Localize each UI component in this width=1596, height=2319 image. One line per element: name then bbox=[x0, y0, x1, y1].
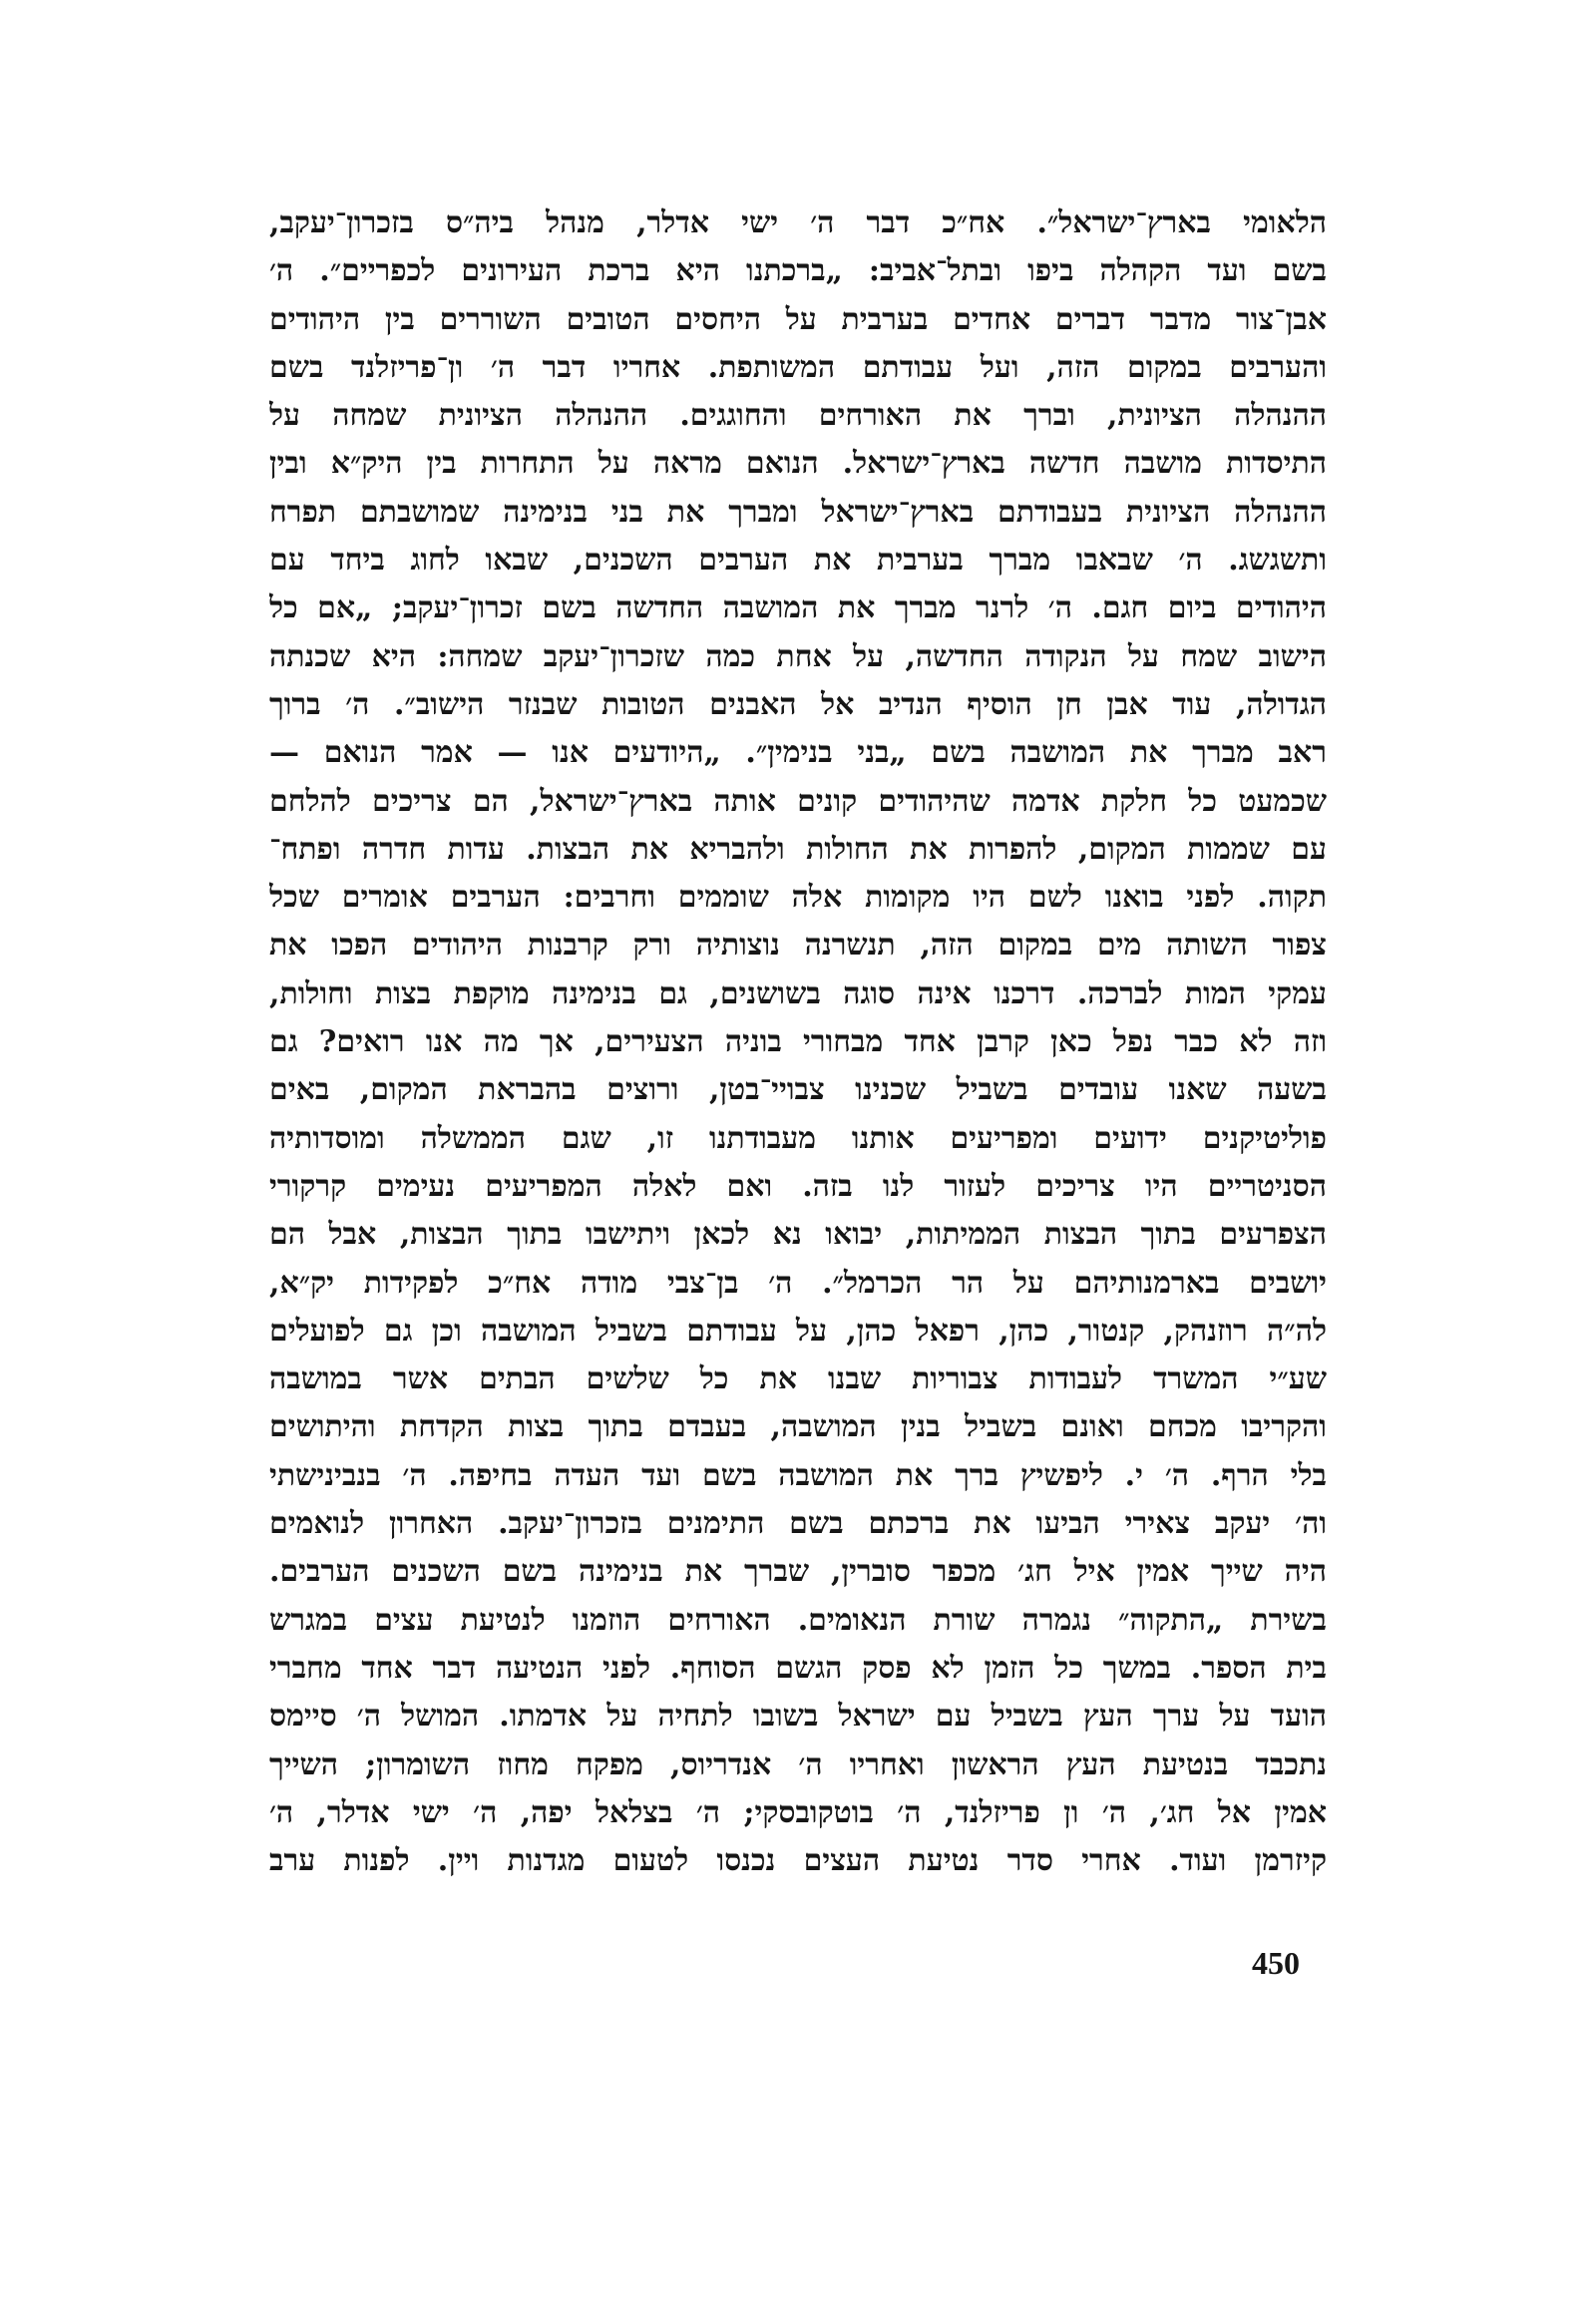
text-line: הסניטריים היו צריכים לעזור לנו בזה. ואם לאלה המפריעים נעימים קרקורי bbox=[269, 1168, 1327, 1204]
text-line: וה׳ יעקב צאירי הביעו את ברכתם בשם התימנים בזכרון־יעקב. האחרון לנואמים bbox=[269, 1506, 1327, 1542]
text-line: נתכבד בנטיעת העץ הראשון ואחריו ה׳ אנדריוס, מפקח מחוז השומרון; השייך bbox=[269, 1746, 1327, 1782]
text-line: הגדולה, עוד אבן חן הוסיף הנדיב אל האבנים הטובות שבנזר הישוב״. ה׳ ברוך bbox=[269, 686, 1327, 722]
text-line: פוליטיקנים ידועים ומפריעים אותנו מעבודתנו זו, שגם הממשלה ומוסדותיה bbox=[269, 1120, 1327, 1156]
text-line: בית הספר. במשך כל הזמן לא פסק הגשם הסוחף. לפני הנטיעה דבר אחד מחברי bbox=[269, 1650, 1327, 1686]
text-line: התיסדות מושבה חדשה בארץ־ישראל. הנואם מראה על התחרות בין היק״א ובין bbox=[269, 446, 1327, 482]
text-line: בשעה שאנו עובדים בשביל שכנינו צבויי־בטן, ורוצים בהבראת המקום, באים bbox=[269, 1072, 1327, 1108]
text-line: ראב מברך את המושבה בשם „בני בנימין״. „היודעים אנו — אמר הנואם — bbox=[269, 735, 1327, 771]
text-line: שע״י המשרד לעבודות צבוריות שבנו את כל שלשים הבתים אשר במושבה bbox=[269, 1361, 1327, 1397]
text-line: וזה לא כבר נפל כאן קרבן אחד מבחורי בוניה הצעירים, אך מה אנו רואים? גם bbox=[269, 1024, 1327, 1060]
text-line: לה״ה רוזנהק, קנטור, כהן, רפאל כהן, על עבודתם בשביל המושבה וכן גם לפועלים bbox=[269, 1313, 1327, 1349]
text-line: ותשגשג. ה׳ שבאבו מברך בערבית את הערבים השכנים, שבאו לחוג ביחד עם bbox=[269, 543, 1327, 579]
text-line: עמקי המות לברכה. דרכנו אינה סוגה בשושנים, גם בנימינה מוקפת בצות וחולות, bbox=[269, 975, 1327, 1011]
text-line: עם שממות המקום, להפרות את החולות ולהבריא את הבצות. עדות חדרה ופתח־ bbox=[269, 831, 1327, 867]
text-line: והערבים במקום הזה, ועל עבודתם המשותפת. אחריו דבר ה׳ ון־פריזלנד בשם bbox=[269, 349, 1327, 385]
text-line: הלאומי בארץ־ישראל״. אח״כ דבר ה׳ ישי אדלר, מנהל ביה״ס בזכרון־יעקב, bbox=[269, 205, 1327, 240]
text-line: בשם ועד הקהלה ביפו ובתל־אביב: „ברכתנו היא ברכת העירונים לכפריים״. ה׳ bbox=[269, 253, 1327, 289]
text-line: היהודים ביום חגם. ה׳ לרנר מברך את המושבה החדשה בשם זכרון־יעקב; „אם כל bbox=[269, 590, 1327, 626]
text-line: צפור השותה מים במקום הזה, תנשרנה נוצותיה ורק קרבנות היהודים הפכו את bbox=[269, 928, 1327, 964]
text-line: תקוה. לפני בואנו לשם היו מקומות אלה שוממים וחרבים: הערבים אומרים שכל bbox=[269, 880, 1327, 916]
text-line: היה שייך אמין איל חג׳ מכפר סוברין, שברך את בנימינה בשם השכנים הערבים. bbox=[269, 1554, 1327, 1590]
page-number: 450 bbox=[1252, 1945, 1300, 1981]
text-line: בשירת „התקוה״ נגמרה שורת הנאומים. האורחים הוזמנו לנטיעת עצים במגרש bbox=[269, 1602, 1327, 1638]
text-line: הצפרעים בתוך הבצות הממיתות, יבואו נא לכאן ויתישבו בתוך הבצות, אבל הם bbox=[269, 1217, 1327, 1253]
body-text bbox=[269, 199, 1327, 1885]
text-line: ההנהלה הציונית, וברך את האורחים והחוגגים. ההנהלה הציונית שמחה על bbox=[269, 398, 1327, 434]
text-line: קיזרמן ועוד. אחרי סדר נטיעת העצים נכנסו לטעום מגדנות ויין. לפנות ערב bbox=[269, 1843, 1327, 1879]
text-line: הישוב שמח על הנקודה החדשה, על אחת כמה שזכרון־יעקב שמחה: היא שכנתה bbox=[269, 638, 1327, 674]
text-line: אבן־צור מדבר דברים אחדים בערבית על היחסים הטובים השוררים בין היהודים bbox=[269, 301, 1327, 337]
text-line: והקריבו מכחם ואונם בשביל בנין המושבה, בעבדם בתוך בצות הקדחת והיתושים bbox=[269, 1409, 1327, 1445]
text-line: הועד על ערך העץ בשביל עם ישראל בשובו לתחיה על אדמתו. המושל ה׳ סיימס bbox=[269, 1699, 1327, 1735]
text-line: שכמעט כל חלקת אדמה שהיהודים קונים אותה בארץ־ישראל, הם צריכים להלחם bbox=[269, 783, 1327, 819]
text-line: בלי הרף. ה׳ י. ליפשיץ ברך את המושבה בשם ועד העדה בחיפה. ה׳ בנבינישתי bbox=[269, 1457, 1327, 1493]
text-line: ההנהלה הציונית בעבודתם בארץ־ישראל ומברך את בני בנימינה שמושבתם תפרח bbox=[269, 494, 1327, 530]
text-line: יושבים בארמנותיהם על הר הכרמל״. ה׳ בן־צבי מודה אח״כ לפקידות יק״א, bbox=[269, 1265, 1327, 1301]
text-line: אמין אל חג׳, ה׳ ון פריזלנד, ה׳ בוטקובסקי; ה׳ בצלאל יפה, ה׳ ישי אדלר, ה׳ bbox=[269, 1794, 1327, 1830]
